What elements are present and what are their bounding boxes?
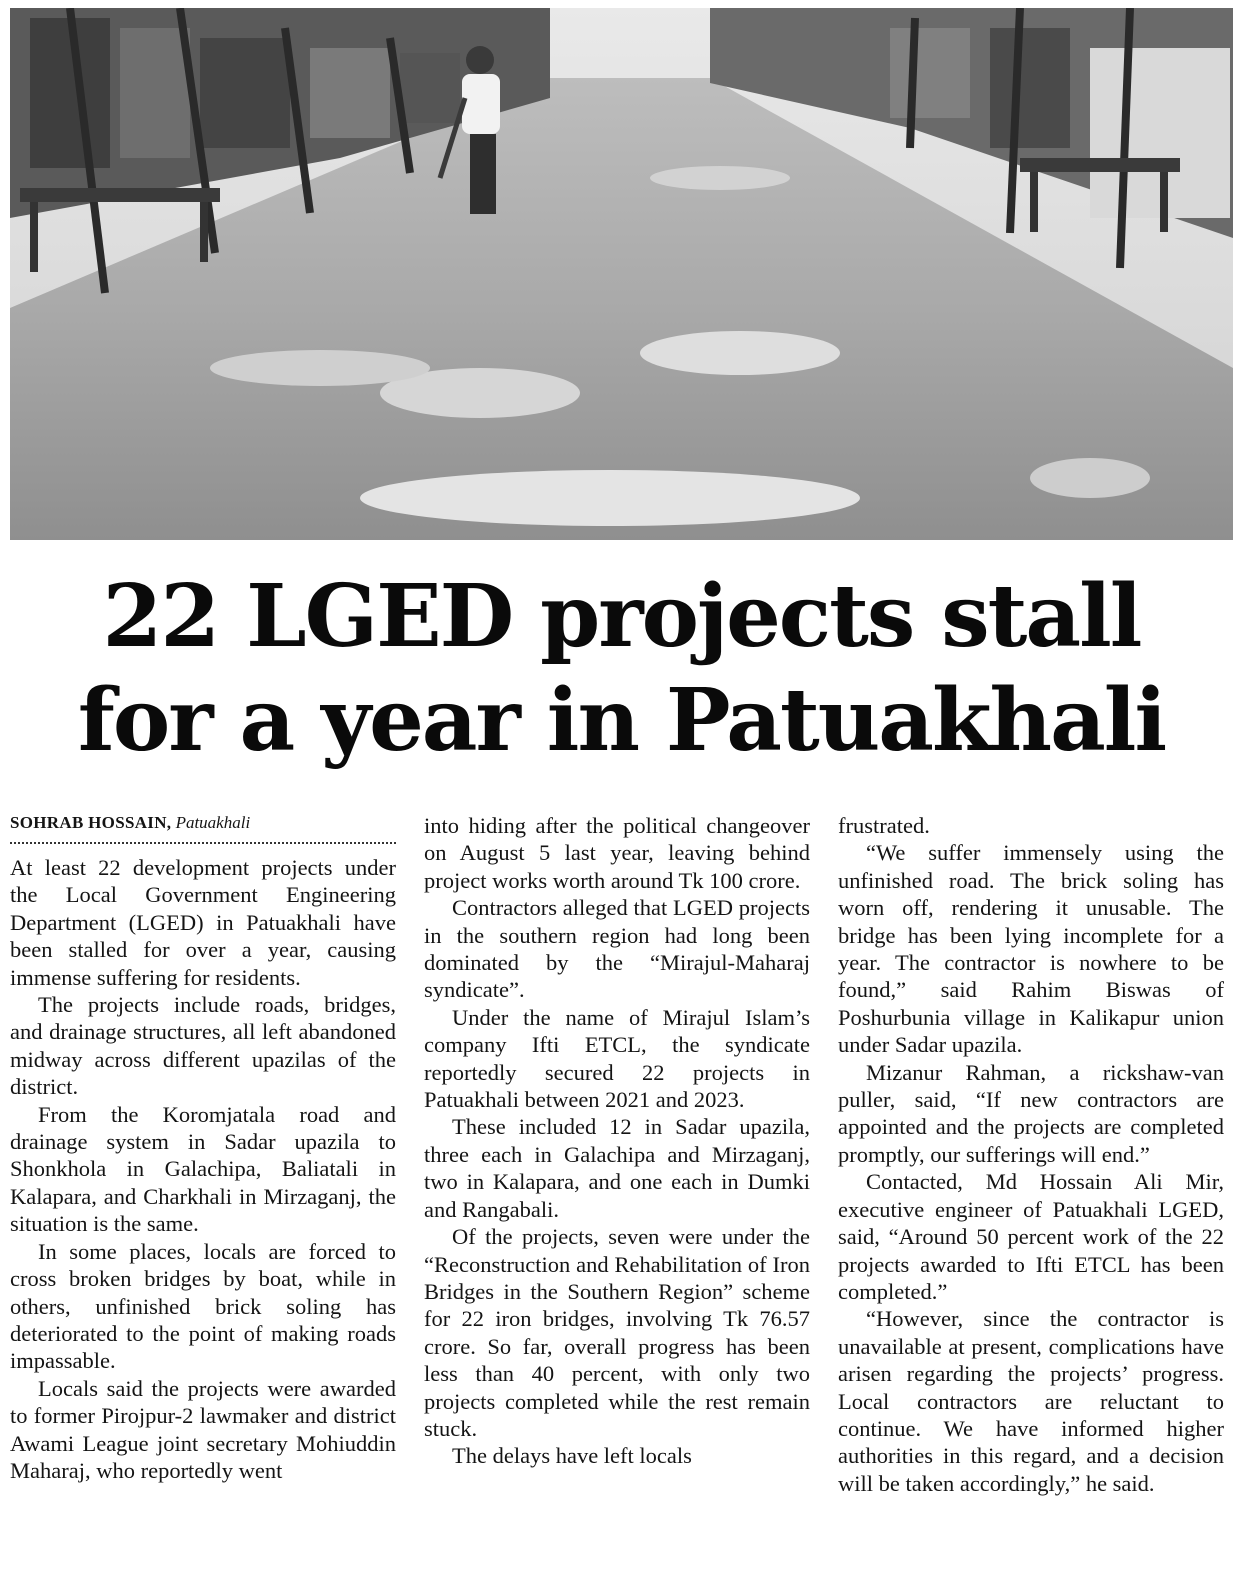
- paragraph: “However, since the contractor is unavailable at present, complications have arisen regarding the projects’ progress. Local contractors are reluctant to continue. We have informed higher authorities in this regard, and a decision will be taken accordingly,” he said.: [838, 1306, 1224, 1496]
- headline-line-2: for a year in Patuakhali: [77, 670, 1166, 771]
- byline-location: Patuakhali: [175, 813, 251, 832]
- paragraph: “We suffer immensely using the unfinished road. The brick soling has worn off, rendering it unusable. The bridge has been lying incomplete for a year. The contractor is nowhere to be found,” said Rahim Biswas of Poshurbunia village in Kalikapur union under Sadar upazila.: [838, 840, 1224, 1058]
- article-column-1: [10, 812, 396, 1484]
- paragraph: frustrated.: [838, 813, 930, 838]
- paragraph: The delays have left locals: [452, 1443, 692, 1469]
- paragraph: From the Koromjatala road and drainage system in Sadar upazila to Shonkhola in Galachipa, Baliatali in Kalapara, and Charkhali in Mirzaganj, the situation is the same.: [10, 1101, 396, 1237]
- paragraph: Under the name of Mirajul Islam’s company Ifti ETCL, the syndicate reportedly secured 22 projects in Patuakhali between 2021 and 2023.: [424, 1004, 810, 1113]
- paragraph: Mizanur Rahman, a rickshaw-van puller, said, “If new contractors are appointed and the projects are completed promptly, our sufferings will end.”: [838, 1059, 1224, 1167]
- paragraph: At least 22 development projects under the Local Government Engineering Department (LGED) in Patuakhali have been stalled for over a year, causing immense suffering for residents.: [10, 855, 396, 990]
- paragraph: Locals said the projects were awarded to former Pirojpur-2 lawmaker and district Awami League joint secretary Mohiuddin Maharaj, who reportedly went: [10, 1375, 396, 1483]
- paragraph: The projects include roads, bridges, and drainage structures, all left abandoned midway across different upazilas of the district.: [10, 992, 396, 1100]
- paragraph: These included 12 in Sadar upazila, three each in Galachipa and Mirzaganj, two in Kalapara, and one each in Dumki and Rangabali.: [424, 1114, 810, 1222]
- headline: [10, 565, 1233, 773]
- paragraph: into hiding after the political changeover on August 5 last year, leaving behind project works worth around Tk 100 crore.: [424, 813, 810, 893]
- headline-line-1: 22 LGED projects stall: [102, 566, 1141, 667]
- paragraph: Contacted, Md Hossain Ali Mir, executive engineer of Patuakhali LGED, said, “Around 50 percent work of the 22 projects awarded to Ifti ETCL has been completed.”: [838, 1169, 1224, 1304]
- byline-author: SOHRAB HOSSAIN,: [10, 813, 172, 832]
- article-column-2: [424, 812, 810, 1470]
- article-photo: [10, 8, 1233, 540]
- paragraph: Of the projects, seven were under the “Reconstruction and Rehabilitation of Iron Bridges in the Southern Region” scheme for 22 iron bridges, involving Tk 76.57 crore. So far, overall progress has been less than 40 percent, with only two projects completed while the rest remain stuck.: [424, 1224, 810, 1441]
- paragraph: In some places, locals are forced to cross broken bridges by boat, while in others, unfinished brick soling has deteriorated to the point of making roads impassable.: [10, 1238, 396, 1374]
- paragraph: Contractors alleged that LGED projects in the southern region had long been dominated by the “Mirajul-Maharaj syndicate”.: [424, 895, 810, 1003]
- byline: [10, 812, 396, 844]
- article-column-3: [838, 812, 1224, 1497]
